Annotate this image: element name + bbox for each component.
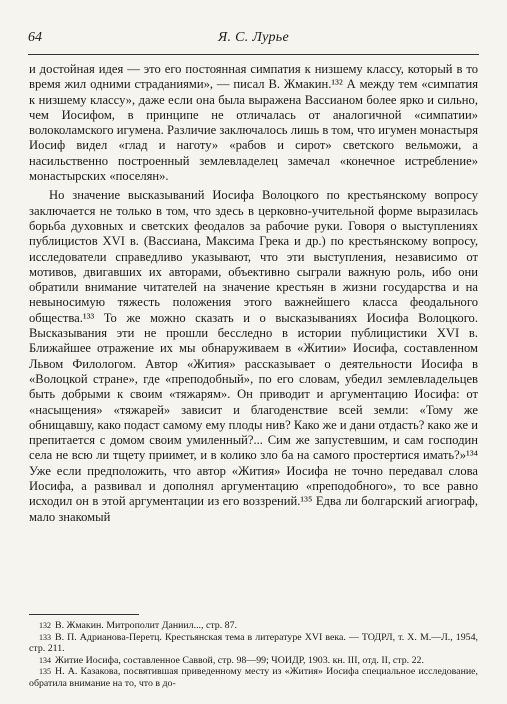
footnote-text: В. П. Адрианова-Перетц. Крестьянская тема в литературе XVI века. — ТОДРЛ, т. X. М.—Л., 1954, стр. 211. <box>29 631 478 655</box>
paragraph: Но значение высказываний Иосифа Волоцкого по крестьянскому вопросу заключается не только в том, что здесь в церковно-учительной форме выразилась борьба духовных и светских феодалов за рабочие руки. Говоря о выступлениях публицистов XVI в. (Вассиана, Максима Грека и др.) по крестьянскому вопросу, исследователи справедливо указывают, что эти выступления, независимо от мотивов, двигавших их авторами, объективно сыграли важную роль, ибо они обратили внимание читателей на значение крестьян в жизни государства и на невыносимую тяжесть положения этого важнейшего класса феодального общества.¹³³ То же можно сказать и о высказываниях Иосифа Волоцкого. Высказывания эти не прошли бесследно в истории публицистики XVI в. Ближайшее отражение их мы обнаруживаем в «Житии» Иосифа, составленном Львом Филологом. Автор «Жития» рассказывает о деятельности Иосифа в «Волоцкой стране», где «преподобный», по его словам, убедил землевладельцев быть добрыми к своим «тяжарям». Он приводит и аргументацию Иосифа: от «насыщения» «тяжарей» зависит и благоденствие всей земли: «Тому же обнищавшу, како подаст самому ему плоды нив? Како же и дани отдасть? како же и препитается с домом своим умиленный?... Сим же запустевшим, и сам господин села не всю ли тщету приимет, и в колико зло ба на самого простертися имать?»¹³⁴ Уже если предположить, что автор «Жития» Иосифа не точно передавал слова Иосифа, а развивал и дополнял аргументацию «преподобного», то все равно исходил он в этой аргументации из его воззрений.¹³⁵ Едва ли болгарский агиограф, мало знакомый <box>29 188 478 524</box>
running-head: Я. С. Лурье <box>218 30 289 45</box>
footnote-text: Житие Иосифа, составленное Саввой, стр. 98—99; ЧОИДР, 1903. кн. III, отд. II, стр. 22. <box>55 654 424 666</box>
footnotes <box>29 620 478 690</box>
footnote <box>29 666 478 689</box>
footnote-text: В. Жмакин. Митрополит Даниил..., стр. 87. <box>55 620 237 631</box>
footnote-number: 132 <box>39 621 51 630</box>
footnote <box>29 655 478 667</box>
paragraph: и достойная идея — это его постоянная симпатия к низшему классу, который в то время жил одними страданиями», — писал В. Жмакин.¹³² А между тем «симпатия к низшему классу», даже если она была выражена Вассианом более ярко и сильно, чем Иосифом, в принципе не отличалась от аналогичной «симпатии» волоколамского игумена. Различие заключалось лишь в том, что игумен монастыря Иосиф видел «глад и наготу» «рабов и сирот» светского вельможи, а насильственно построенный землевладелец замечал «конечное истребление» монастырских «поселян». <box>29 62 478 184</box>
header-rule <box>28 54 479 55</box>
footnote <box>29 620 478 632</box>
footnote <box>29 632 478 655</box>
page-header <box>28 30 479 50</box>
footnote-text: Н. А. Казакова, посвятившая приведенному месту из «Жития» Иосифа специальное исследование, обратила внимание на то, что в до- <box>29 666 478 689</box>
footnote-number: 135 <box>39 667 51 677</box>
footnote-number: 134 <box>39 655 51 665</box>
footnote-number: 133 <box>39 632 51 642</box>
footnote-rule <box>29 614 139 615</box>
page-number: 64 <box>28 30 42 45</box>
main-text <box>29 62 478 525</box>
